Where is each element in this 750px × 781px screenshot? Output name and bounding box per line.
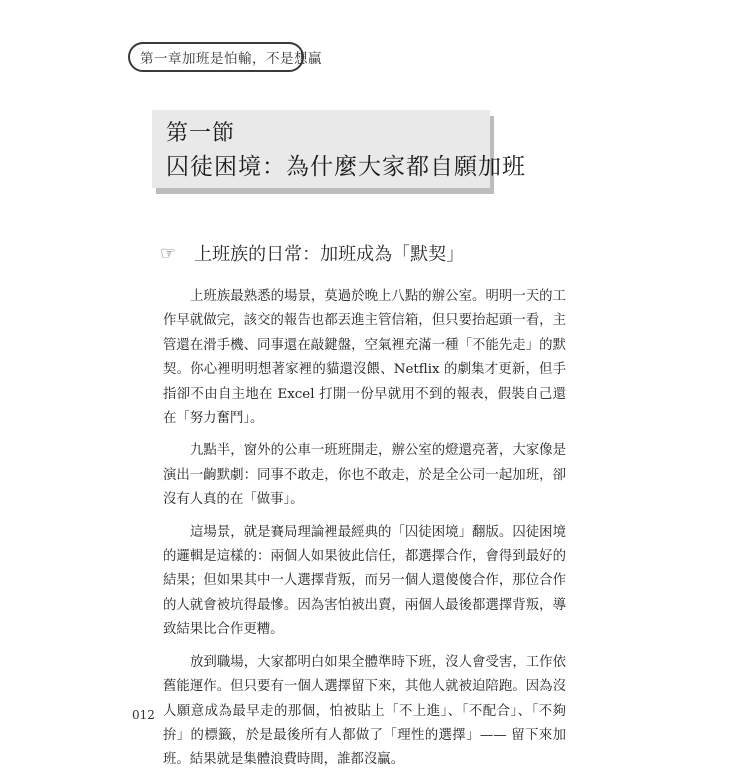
body-text (163, 285, 566, 781)
subheading (160, 240, 464, 266)
paragraph-3: 這場景，就是賽局理論裡最經典的「囚徒困境」翻版。囚徒困境的邏輯是這樣的：兩個人如果彼此信任，都選擇合作，會得到最好的結果；但如果其中一人選擇背叛，而另一個人還傻傻合作，那位合作的人就會被坑得最慘。因為害怕被出賣，兩個人最後都選擇背叛，導致結果比合作更糟。 (163, 524, 566, 638)
section-number: 第一節 (166, 121, 236, 146)
paragraph-1: 上班族最熟悉的場景，莫過於晚上八點的辦公室。明明一天的工作早就做完，該交的報告也都丟進主管信箱，但只要抬起頭一看，主管還在滑手機、同事還在敲鍵盤，空氣裡充滿一種「不能先走」的默契。你心裡明明想著家裡的貓還沒餵、Netflix 的劇集才更新，但手指卻不由自主地在 Excel 打開一份早就用不到的報表，假裝自己還在「努力奮鬥」。 (163, 289, 566, 427)
section-title-box (150, 110, 526, 188)
paragraph-2: 九點半，窗外的公車一班班開走，辦公室的燈還亮著，大家像是演出一齣默劇：同事不敢走，你也不敢走，於是全公司一起加班，卻沒有人真的在「做事」。 (163, 443, 566, 508)
section-title: 囚徒困境：為什麼大家都自願加班 (166, 154, 526, 180)
chapter-title: 加班是怕輸，不是想贏 (182, 51, 322, 67)
subheading-text: 上班族的日常：加班成為「默契」 (194, 244, 465, 265)
page-number: 012 (132, 708, 155, 722)
pointing-hand-icon: ☞ (160, 242, 177, 264)
chapter-header (128, 42, 322, 72)
chapter-label: 第一章 (140, 51, 182, 67)
paragraph-4: 放到職場，大家都明白如果全體準時下班，沒人會受害，工作依舊能運作。但只要有一個人選擇留下來，其他人就被迫陪跑。因為沒人願意成為最早走的那個，怕被貼上「不上進」、「不配合」、「不夠拚」的標籤，於是最後所有人都做了「理性的選擇」—— 留下來加班。結果就是集體浪費時間，誰都沒贏。 (163, 654, 566, 768)
